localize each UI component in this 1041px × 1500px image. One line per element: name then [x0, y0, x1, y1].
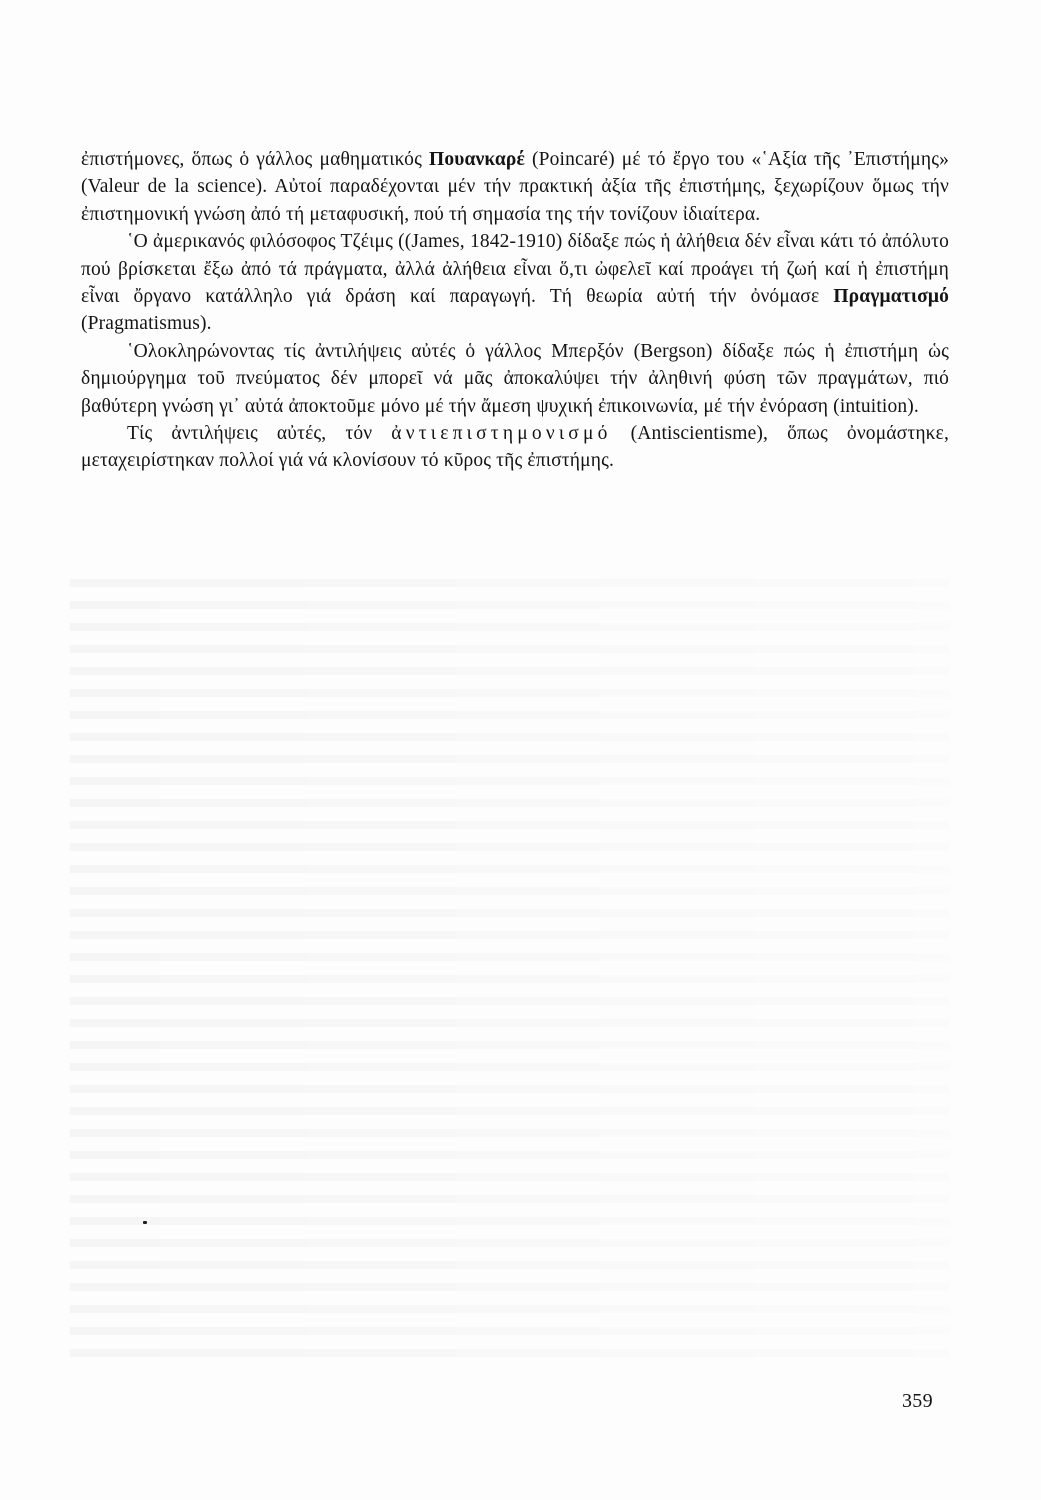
page-number: 359 — [902, 1390, 933, 1412]
text-segment: ἐπιστήμονες, ὅπως ὁ γάλλος μαθηματικός — [81, 149, 430, 170]
term-poincare: Πουανκαρέ — [429, 149, 525, 170]
paragraph-james — [81, 228, 949, 338]
paragraph-bergson — [81, 338, 949, 420]
text-segment: (Antiscientisme), ὅπως ὀνομάστηκε, μεταχειρίστηκαν πολλοί γιά νά κλονίσουν τό κῦρος τῆς ἐπιστήμης. — [81, 423, 950, 472]
ink-speck — [143, 1221, 147, 1224]
paragraph-antiscientism — [81, 420, 949, 475]
bleed-through-shadow — [70, 565, 950, 1365]
text-segment: ῾Ο ἀμερικανός φιλόσοφος Τζέιμς ((James, 1842-1910) δίδαξε πώς ἡ ἀλήθεια δέν εἶναι κάτι τό ἀπόλυτο πού βρίσκεται ἔξω ἀπό τά πράγματα, ἀλλά ἀλήθεια εἶναι ὅ,τι ὠφελεῖ καί προάγει τή ζωή καί ἡ ἐπιστήμη εἶναι ὄργανο κατάλληλο γιά δράση καί παραγωγή. Τή θεωρία αὐτή τήν ὀνόμασε — [81, 231, 949, 308]
term-antiscientism: ἀντιεπιστημονισμό — [391, 423, 612, 445]
text-segment: (Poincaré) μέ τό ἔργο του «῾Αξία τῆς ᾿Επιστήμης» (Valeur de la science). Αὐτοί παραδέχονται μέν τήν πρακτική ἀξία τῆς ἐπιστήμης, ξεχωρίζουν ὅμως τήν ἐπιστημονική γνώση ἀπό τή μεταφυσική, πού τή σημασία της τήν τονίζουν ἰδιαίτερα. — [81, 149, 950, 225]
text-segment: (Pragmatismus). — [81, 313, 212, 335]
body-text — [81, 146, 949, 475]
paragraph-poincare — [81, 146, 949, 228]
term-pragmatism: Πραγματισμό — [833, 286, 949, 308]
text-segment: Τίς ἀντιλήψεις αὐτές, τόν — [127, 423, 392, 445]
text-segment: ῾Ολοκληρώνοντας τίς ἀντιλήψεις αὐτές ὁ γάλλος Μπερξόν (Bergson) δίδαξε πώς ἡ ἐπιστήμη ὡς δημιούργημα τοῦ πνεύματος δέν μπορεῖ νά μᾶς ἀποκαλύψει τήν ἀληθινή φύση τῶν πραγμάτων, πιό βαθύτερη γνώση γι᾿ αὐτά ἀποκτοῦμε μόνο μέ τήν ἄμεση ψυχική ἐπικοινωνία, μέ τήν ἐνόραση (intuition). — [81, 340, 949, 417]
